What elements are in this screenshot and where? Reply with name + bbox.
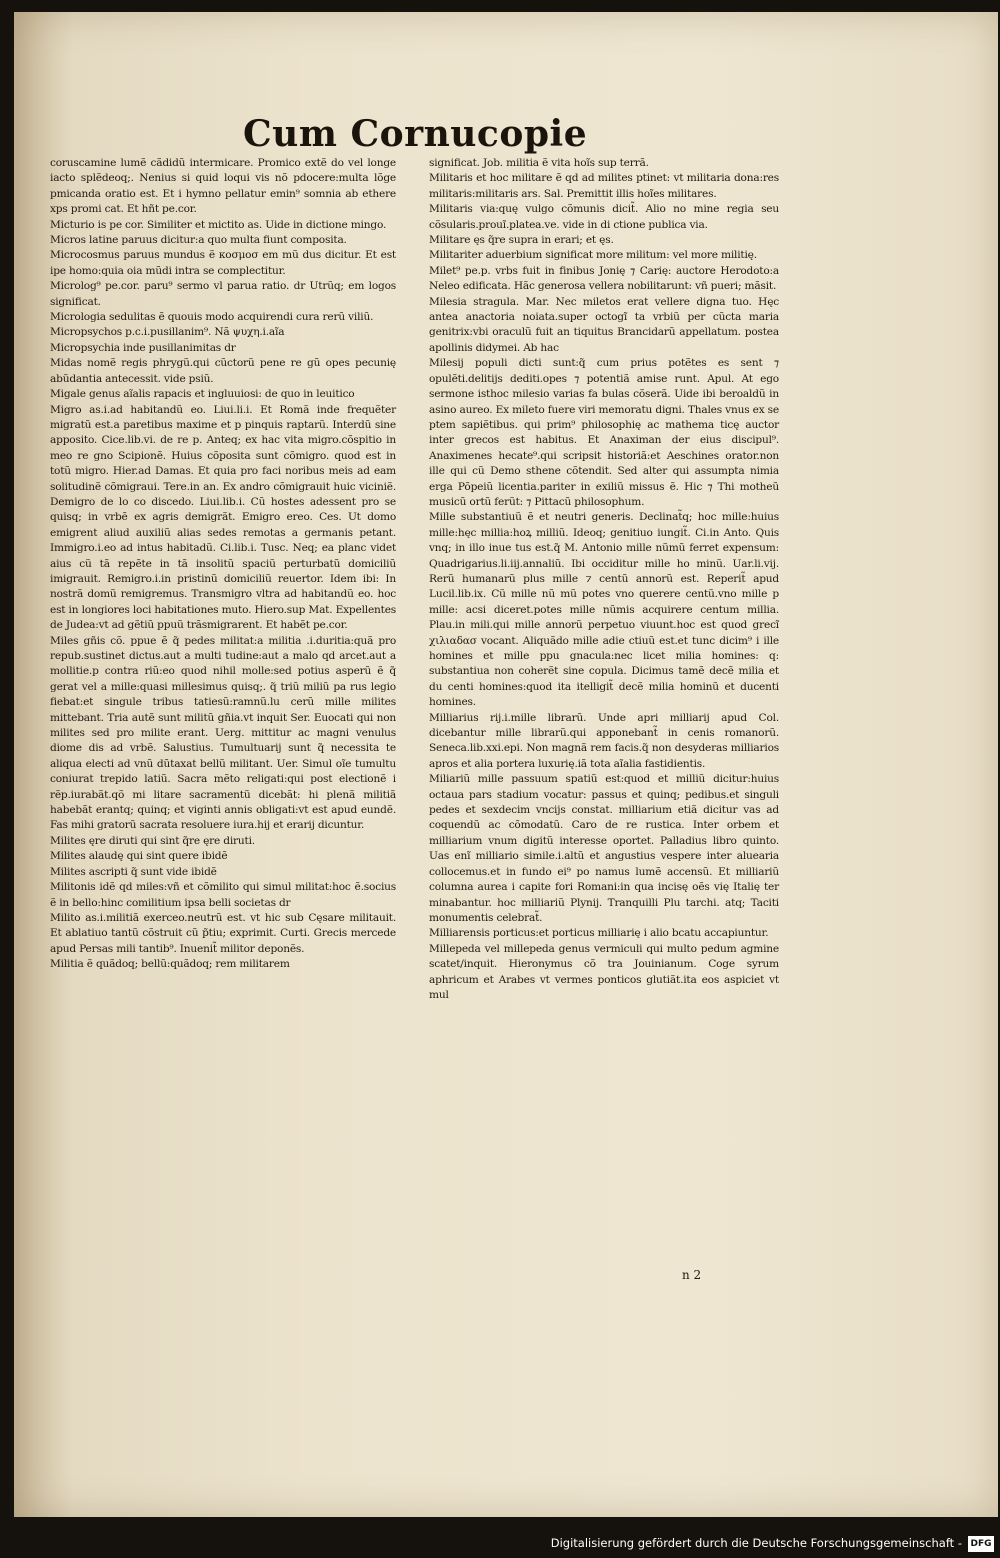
footer-bar [0, 1530, 1000, 1558]
dictionary-entry: Militare ęs q̃re supra in erari; et ęs. [429, 234, 614, 247]
dfg-logo-icon: DFG [968, 1536, 994, 1552]
dictionary-entry: Milites ęre diruti qui sint q̃re ęre diruti. [50, 834, 255, 847]
running-head: Cum Cornucopie [243, 113, 588, 155]
dictionary-entry: Microcosmus paruus mundus ẽ κοσμοσ em mũ dus dicitur. Et est ipe homo:quia oia mũdi intra se complectitur. [50, 249, 396, 277]
dictionary-entry: significat. Job. militia ẽ vita hoĩs sup terrã. [429, 157, 649, 169]
dictionary-entry: Micropsychia inde pusillanimitas dr [50, 341, 236, 354]
right-column [429, 156, 779, 1003]
dictionary-entry: Micrologia sedulitas ẽ quouis modo acquirendi cura rerũ viliũ. [50, 311, 374, 324]
dictionary-entry: Milito as.i.militiã exerceo.neutrũ est. vt hic sub Cęsare militauit. Et ablatiuo tantũ cõstruit cũ p̃tiu; exprimit. Curti. Grecis mercede apud Persas mili tantib⁹. Inuenit̃ militor deponẽs. [50, 911, 396, 955]
book-page [14, 12, 998, 1517]
dictionary-entry: Milet⁹ pe.p. vrbs fuit in finibus Jonię ⁊ Carię: auctore Herodoto:a Neleo edificata. Hãc generosa vellera nobilitarunt: vñ pueri; mãsit. [429, 264, 779, 293]
dictionary-entry: Migale genus aĩalis rapacis et ingluuiosi: de quo in leuitico [50, 388, 355, 401]
dictionary-entry: Milites alaudę qui sint quere ibidẽ [50, 850, 228, 863]
dictionary-entry: Militaris via:quę vulgo cõmunis dicit̃. Alio no mine regia seu cõsularis.prouĩ.platea.ve. vide in di ctione publica via. [429, 203, 779, 231]
signature-mark: n 2 [682, 1268, 702, 1282]
dictionary-entry: Militaris et hoc militare ẽ qd ad milites ptinet: vt militaria dona:res militaris:militaris ars. Sal. Premittit illis hoĩes militares. [429, 172, 779, 200]
dictionary-entry: Midas nomẽ regis phrygũ.qui cũctorũ pene re gũ opes pecunię abũdantia antecessit. vide psiũ. [50, 357, 396, 385]
dictionary-entry: Milites ascripti q̃ sunt vide ibidẽ [50, 865, 217, 878]
dictionary-entry: Microlog⁹ pe.cor. paru⁹ sermo vl parua ratio. dr Utrũq; em logos significat. [50, 280, 396, 308]
dictionary-entry: Millepeda vel millepeda genus vermiculi qui multo pedum agmine scatet/inquit. Hieronymus cõ tra Jouinianum. Coge syrum aphricum et Arabes vt vermes ponticos glutiãt.ita eos aspiciet vt mul [429, 942, 779, 1001]
dictionary-entry: Militariter aduerbium significat more militum: vel more militię. [429, 249, 757, 262]
dictionary-entry: Milesij populi dicti sunt:q̃ cum prius potẽtes es sent ⁊ opulẽti.delitijs dediti.opes ⁊ potentiã amise runt. Apul. At ego sermone isthoc milesio varias fa bulas cõserã. Uide ibi beroaldũ in asino aureo. Ex mileto fuere viri memoratu digni. Thales vnus ex se ptem sapiẽtibus. qui prim⁹ philosophię ac mathema ticę auctor inter grecos est habitus. Et Anaximan der eius discipul⁹. Anaximenes hecate⁹.qui scripsit historiã:et Aeschines orator.non ille qui cũ Demo sthene cõtendit. Sed alter qui assumpta nimia erga Põpeiũ licentia.pariter in exiliũ missus ẽ. Hic ⁊ Thi motheũ musicũ ortũ ferũt: ⁊ Pittacũ philosophum. [429, 357, 779, 508]
dictionary-entry: Mille substantiuũ ẽ et neutri generis. Declinat̃q; hoc mille:huius mille:hęc millia:hoꝝ milliũ. Ideoq; genitiuo iungit̃. Ci.in Anto. Quis vnq; in illo inue tus est.q̃ M. Antonio mille nũmũ ferret expensum: Quadrigarius.li.iij.annaliũ. Ibi occiditur mille ho minũ. Uar.li.vij. Rerũ humanarũ plus mille ⁊ centũ annorũ est. Reperit̃ apud Lucil.lib.ix. Cũ mille nũ mũ potes vno querere centũ.vno mille p mille: acsi diceret.potes mille nũmis acquirere centum millia. Plau.in mili.qui mille annorũ perpetuo viuunt.hoc est quod grecĩ χιλιαδασ vocant. Aliquãdo mille adie ctiuũ est.et tunc dicim⁹ i ille homines et mille ppu gnacula:nec licet milia homines: q: substantiua non coherẽt sine copula. Dicimus tamẽ decẽ milia et du centi homines:quod ita itelligit̃ decẽ milia hominũ et ducenti homines. [429, 511, 779, 709]
dictionary-entry: Miles gñis cõ. ppue ẽ q̃ pedes militat:a militia .i.duritia:quã pro repub.sustinet dictus.aut a multi tudine:aut a malo qd arcet.aut a mollitie.p contra riũ:eo quod nihil molle:sed potius asperũ ẽ q̃ gerat vel a mille:quasi millesimus quisq;. q̃ triũ miliũ pa rus legio fiebat:et singule tribus tatiesũ:ramnũ.lu cerũ mille milites mittebant. Tria autẽ sunt militũ gñia.vt inquit Ser. Euocati qui non milites sed pro milite erant. Uerg. mittitur ac magni venulus diome dis ad vrbẽ. Salustius. Tumultuarij sunt q̃ necessita te aliqua electi ad vnũ dũtaxat bellũ militant. Uer. Simul oĩe tumultu coniurat trepido latiũ. Sacra mẽto religati:qui post electionẽ i rẽp.iurabãt.qõ mi litare sacramentũ dicebãt: hi plenã militiã habebãt erantq; quinq; et viginti annis obligati:vt est apud eundẽ. Fas mihi gratorũ sacrata resoluere iura.hij et erarij dicuntur. [50, 634, 396, 832]
dictionary-entry: Milesia stragula. Mar. Nec miletos erat vellere digna tuo. Hęc antea anactoria noiata.super octogĩ ta vrbiũ per cũcta maria genitrix:vbi oraculũ fuit an tiquitus Brancidarũ appellatum. postea apollinis didymei. Ab hac [429, 295, 779, 354]
dictionary-entry: Militia ẽ quãdoq; bellũ:quãdoq; rem militarem [50, 958, 290, 971]
dictionary-entry: Milliarius rij.i.mille librarũ. Unde apri milliarij apud Col. dicebantur mille librarũ.qui apponebant̃ in cenis romanorũ. Seneca.lib.xxi.epi. Non magnã rem facis.q̃ non desyderas milliarios apros et alia portera luxurię.iã tota aĩalia fastidientis. [429, 711, 779, 770]
dictionary-entry: Micturio is pe cor. Similiter et mictito as. Uide in dictione mingo. [50, 218, 387, 231]
funding-credit: Digitalisierung gefördert durch die Deutsche Forschungsgemeinschaft - [550, 1536, 962, 1550]
left-column [50, 156, 396, 973]
dictionary-entry: Migro as.i.ad habitandũ eo. Liui.li.i. Et Romã inde frequẽter migratũ est.a paretibus maxime et p pinquis raptarũ. Interdũ sine apposito. Cice.lib.vi. de re p. Anteq; ex hac vita migro.cõspitio in meo re gno Scipionẽ. Huius cõposita sunt cõmigro. quod est in totũ migro. Hier.ad Damas. Et quia pro faci noribus meis ad eam solitudinẽ cõmigraui. Tere.in an. Ex andro cõmigrauit huic viciniẽ. Demigro de lo co discedo. Liui.lib.i. Cũ hostes adessent pro se quisq; in vrbẽ ex agris demigrãt. Emigro ereo. Ces. Ut domo emigrent aliud auxiliũ alias sedes remotas a germanis petant. Immigro.i.eo ad intus habitadũ. Ci.lib.i. Tusc. Neq; ea planc videt aius cũ tã repẽte in tã insolitũ spaciũ perturbatũ domiciliũ imigrauit. Remigro.i.in pristinũ domiciliũ reuertor. Idem ibi: In nostrã domũ remigremus. Transmigro vltra ad habitandũ eo. hoc est in longiores loci habitationes muto. Hiero.sup Mat. Expellentes de Judea:vt ad gẽtiũ ppuũ trãsmigrarent. Et habẽt pe.cor. [50, 403, 396, 632]
dictionary-entry: Militonis idẽ qd miles:vñ et cõmilito qui simul militat:hoc ẽ.socius ẽ in bello:hinc comilitium ipsa belli societas dr [50, 881, 396, 909]
dictionary-entry: Milliarensis porticus:et porticus milliarię i alio bcatu accapiuntur. [429, 927, 769, 940]
dictionary-entry: Micros latine paruus dicitur:a quo multa fiunt composita. [50, 234, 347, 247]
dictionary-entry: Micropsychos p.c.i.pusillanim⁹. Nã ψυχη.i.aĩa [50, 326, 285, 339]
dictionary-entry: coruscamine lumẽ cãdidũ intermicare. Promico extẽ do vel longe iacto splẽdeoq;. Nenius si quid loqui vis nõ pdocere:multa lõge pmicanda oratio est. Et i hymno pellatur emin⁹ somnia ab ethere xps promi cat. Et hñt pe.cor. [50, 157, 396, 216]
dictionary-entry: Miliariũ mille passuum spatiũ est:quod et milliũ dicitur:huius octaua pars stadium vocatur: passus et quinq; pedibus.et singuli pedes et sexdecim vncijs constat. milliarium etiã dicitur vas ad coquendũ ac cõmodatũ. Caro de re rustica. Inter orbem et milliarium vnum digitũ interesse oportet. Palladius libro quinto. Uas enĩ milliario simile.i.altũ et angustius vespere inter aluearia collocemus.et in fundo ei⁹ po namus lumẽ accensũ. Et milliariũ columna aurea i capite fori Romani:in qua incisę oẽs vię Italię ter minabantur. hoc milliariũ Plynij. Tranquilli Plu tarchi. atq; Taciti monumentis celebrat̃. [429, 773, 779, 924]
